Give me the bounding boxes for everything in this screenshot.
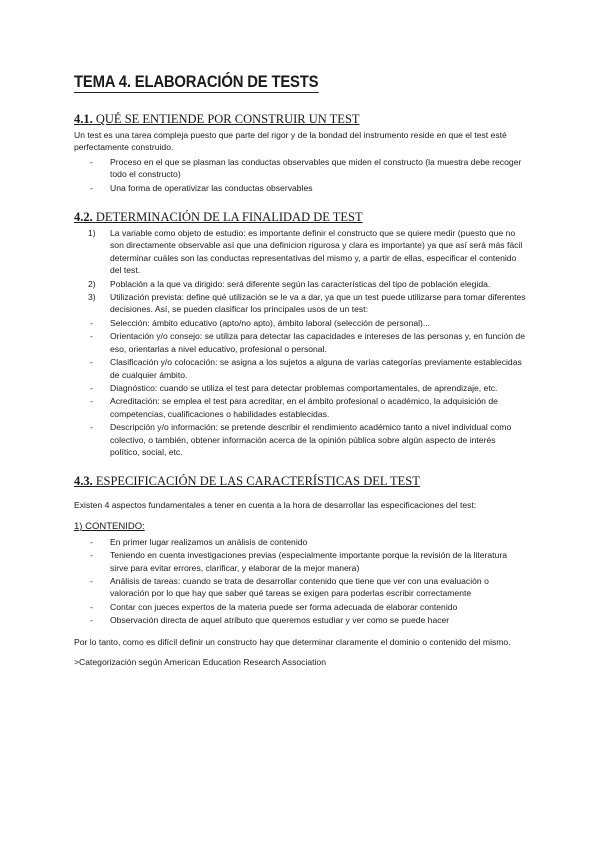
section-intro: Un test es una tarea compleja puesto que parte del rigor y de la bondad del instrumento reside en que el test esté perfectamente construido. xyxy=(74,130,507,153)
section-title-4-3 xyxy=(74,473,526,489)
section-title-4-1 xyxy=(74,111,526,127)
list-item: - Observación directa de aquel atributo que queremos estudiar y ver como se puede hacer xyxy=(110,614,526,626)
numbered-item xyxy=(88,291,526,316)
item-number: 3) xyxy=(88,292,96,303)
numbered-list xyxy=(74,227,526,316)
section-number: 4.1. xyxy=(74,112,93,126)
section-title-text: ESPECIFICACIÓN DE LAS CARACTERÍSTICAS DEL TEST xyxy=(95,474,420,489)
numbered-item xyxy=(88,227,526,277)
section-intro: Existen 4 aspectos fundamentales a tener en cuenta a la hora de desarrollar las especificaciones del test: xyxy=(74,500,477,511)
section-number: 4.3. xyxy=(74,474,93,489)
item-text: La variable como objeto de estudio: es importante definir el constructo que se quiere medir (puesto que no son directamente observable así que una definicion rigurosa y clara es importante) ya que así será más fácil determinar cuáles son las conductas representativas del mismo y, a partir de ellas, especificar el contenido del test. xyxy=(110,228,523,276)
page-title: TEMA 4. ELABORACIÓN DE TESTS xyxy=(74,73,319,91)
section-number: 4.2. xyxy=(74,210,93,225)
section-title-4-2 xyxy=(74,209,526,225)
subsection-title: 1) CONTENIDO: xyxy=(74,520,145,532)
numbered-item xyxy=(88,278,526,290)
list-item: - Una forma de operativizar las conductas observables xyxy=(110,182,526,194)
bullet-list xyxy=(74,317,526,458)
item-number: 1) xyxy=(88,228,96,239)
bullet-list xyxy=(74,156,526,194)
list-item: - Descripción y/o información: se pretende describir el rendimiento académico tanto a nivel individual como colectivo, o también, obtener información acerca de la opinión pública sobre algún aspecto de interés político, social, etc. xyxy=(110,421,526,458)
list-item: - Diagnóstico: cuando se utiliza el test para detectar problemas comportamentales, de aprendizaje, etc. xyxy=(110,382,526,394)
list-item: - Orientación y/o consejo: se utiliza para detectar las capacidades e intereses de las personas y, en función de eso, orientarlas a nivel educativo, profesional o personal. xyxy=(110,330,526,355)
item-text: Utilización prevista: define qué utilización se le va a dar, ya que un test puede utilizarse para tomar diferentes decisiones. Así, se pueden clasificar los principales usos de un test: xyxy=(110,292,526,315)
conclusion-paragraph: Por lo tanto, como es difícil definir un constructo hay que determinar claramente el dominio o contenido del mismo. xyxy=(74,636,511,647)
list-item: - Proceso en el que se plasman las conductas observables que miden el constructo (la muestra debe recoger todo el constructo) xyxy=(110,156,526,181)
item-number: 2) xyxy=(88,278,96,289)
note-line: >Categorización según American Education Research Association xyxy=(74,657,326,667)
section-title-text: DETERMINACIÓN DE LA FINALIDAD DE TEST xyxy=(95,210,363,225)
list-item: - Análisis de tareas: cuando se trata de desarrollar contenido que tiene que ver con una evaluación o valoración por lo que hay que saber qué tareas se exigen para poderlas escribir correctamente xyxy=(110,575,526,600)
item-text: Población a la que va dirigido: será diferente según las características del tipo de población elegida. xyxy=(110,278,491,289)
list-item: - Acreditación: se emplea el test para acreditar, en el ámbito profesional o académico, la adquisición de competencias, cualificaciones o habilidades establecidas. xyxy=(110,395,526,420)
list-item: - Teniendo en cuenta investigaciones previas (especialmente importante porque la revisión de la literatura sirve para evitar errores, clarificar, y elaborar de la mejor manera) xyxy=(110,549,526,574)
section-title-text: QUÉ SE ENTIENDE POR CONSTRUIR UN TEST xyxy=(95,112,360,126)
bullet-list xyxy=(74,536,526,627)
list-item: - Selección: ámbito educativo (apto/no apto), ámbito laboral (selección de personal)... xyxy=(110,317,526,329)
list-item: - Contar con jueces expertos de la materia puede ser forma adecuada de elaborar contenido xyxy=(110,601,526,613)
list-item: - Clasificación y/o colocación: se asigna a los sujetos a alguna de varias categorías previamente establecidas de cualquier ámbito. xyxy=(110,356,526,381)
list-item: - En primer lugar realizamos un análisis de contenido xyxy=(110,536,526,548)
